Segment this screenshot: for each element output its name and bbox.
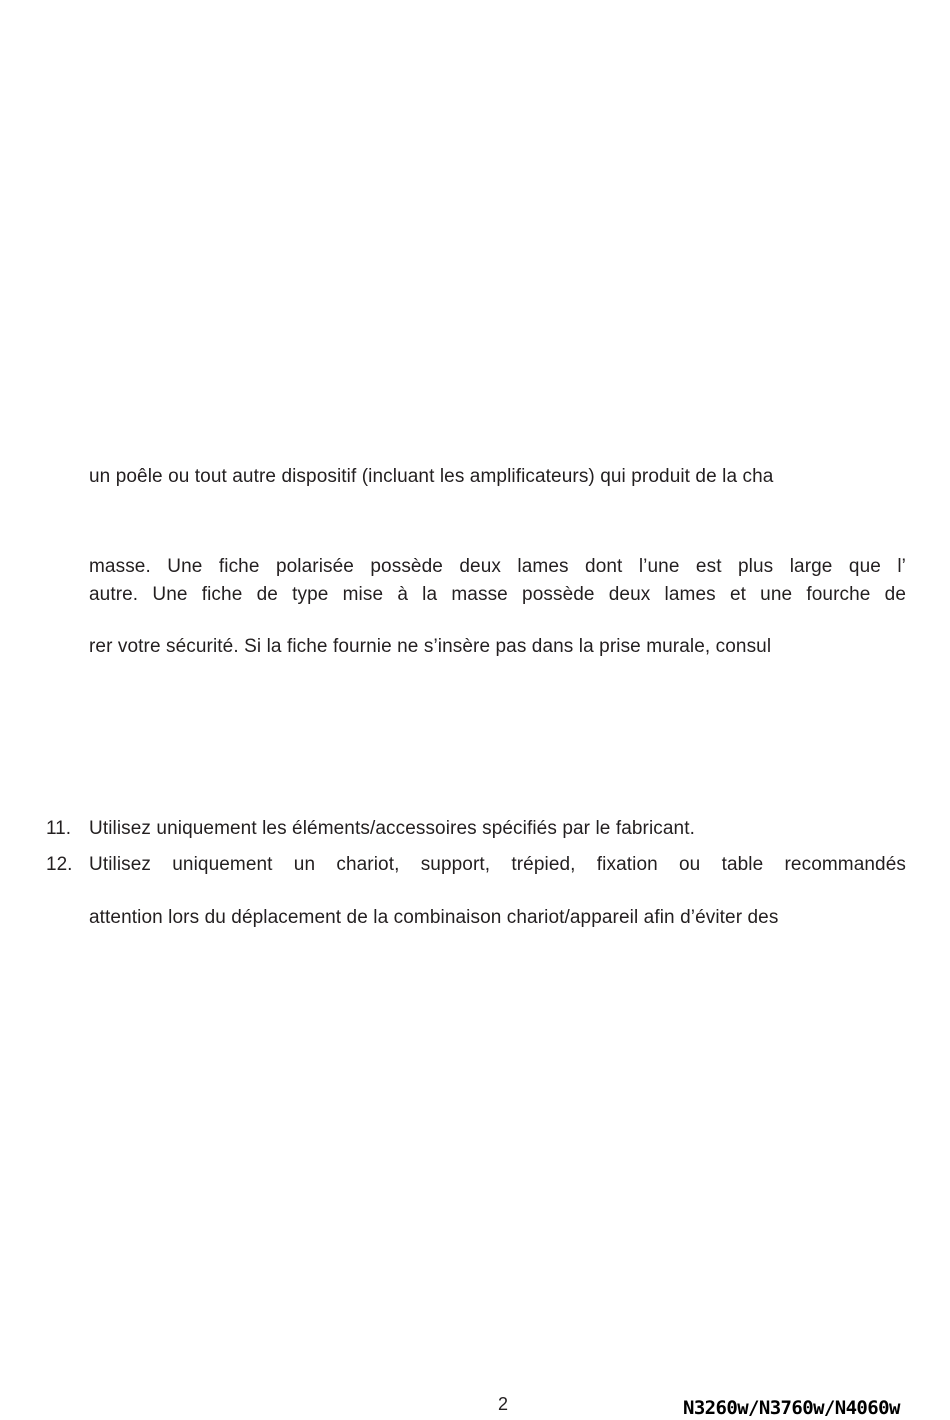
paragraph-line: un poêle ou tout autre dispositif (incluant les amplificateurs) qui produit de la cha (89, 466, 774, 487)
list-item-text: Utilisez uniquement un chariot, support, trépied, fixation ou table recommandés (89, 854, 906, 875)
paragraph-line: autre. Une fiche de type mise à la masse possède deux lames et une fourche de (89, 584, 906, 605)
list-item-number: 12. (46, 854, 73, 875)
paragraph-line: masse. Une fiche polarisée possède deux lames dont l’une est plus large que l’ (89, 556, 906, 577)
page-number: 2 (498, 1394, 509, 1414)
list-item-continuation: attention lors du déplacement de la combinaison chariot/appareil afin d’éviter des (89, 907, 779, 928)
list-item-text: Utilisez uniquement les éléments/accessoires spécifiés par le fabricant. (89, 818, 695, 839)
model-number: N3260w/N3760w/N4060w (683, 1397, 900, 1419)
paragraph-line: rer votre sécurité. Si la fiche fournie ne s’insère pas dans la prise murale, consul (89, 636, 772, 657)
list-item-number: 11. (46, 818, 72, 839)
